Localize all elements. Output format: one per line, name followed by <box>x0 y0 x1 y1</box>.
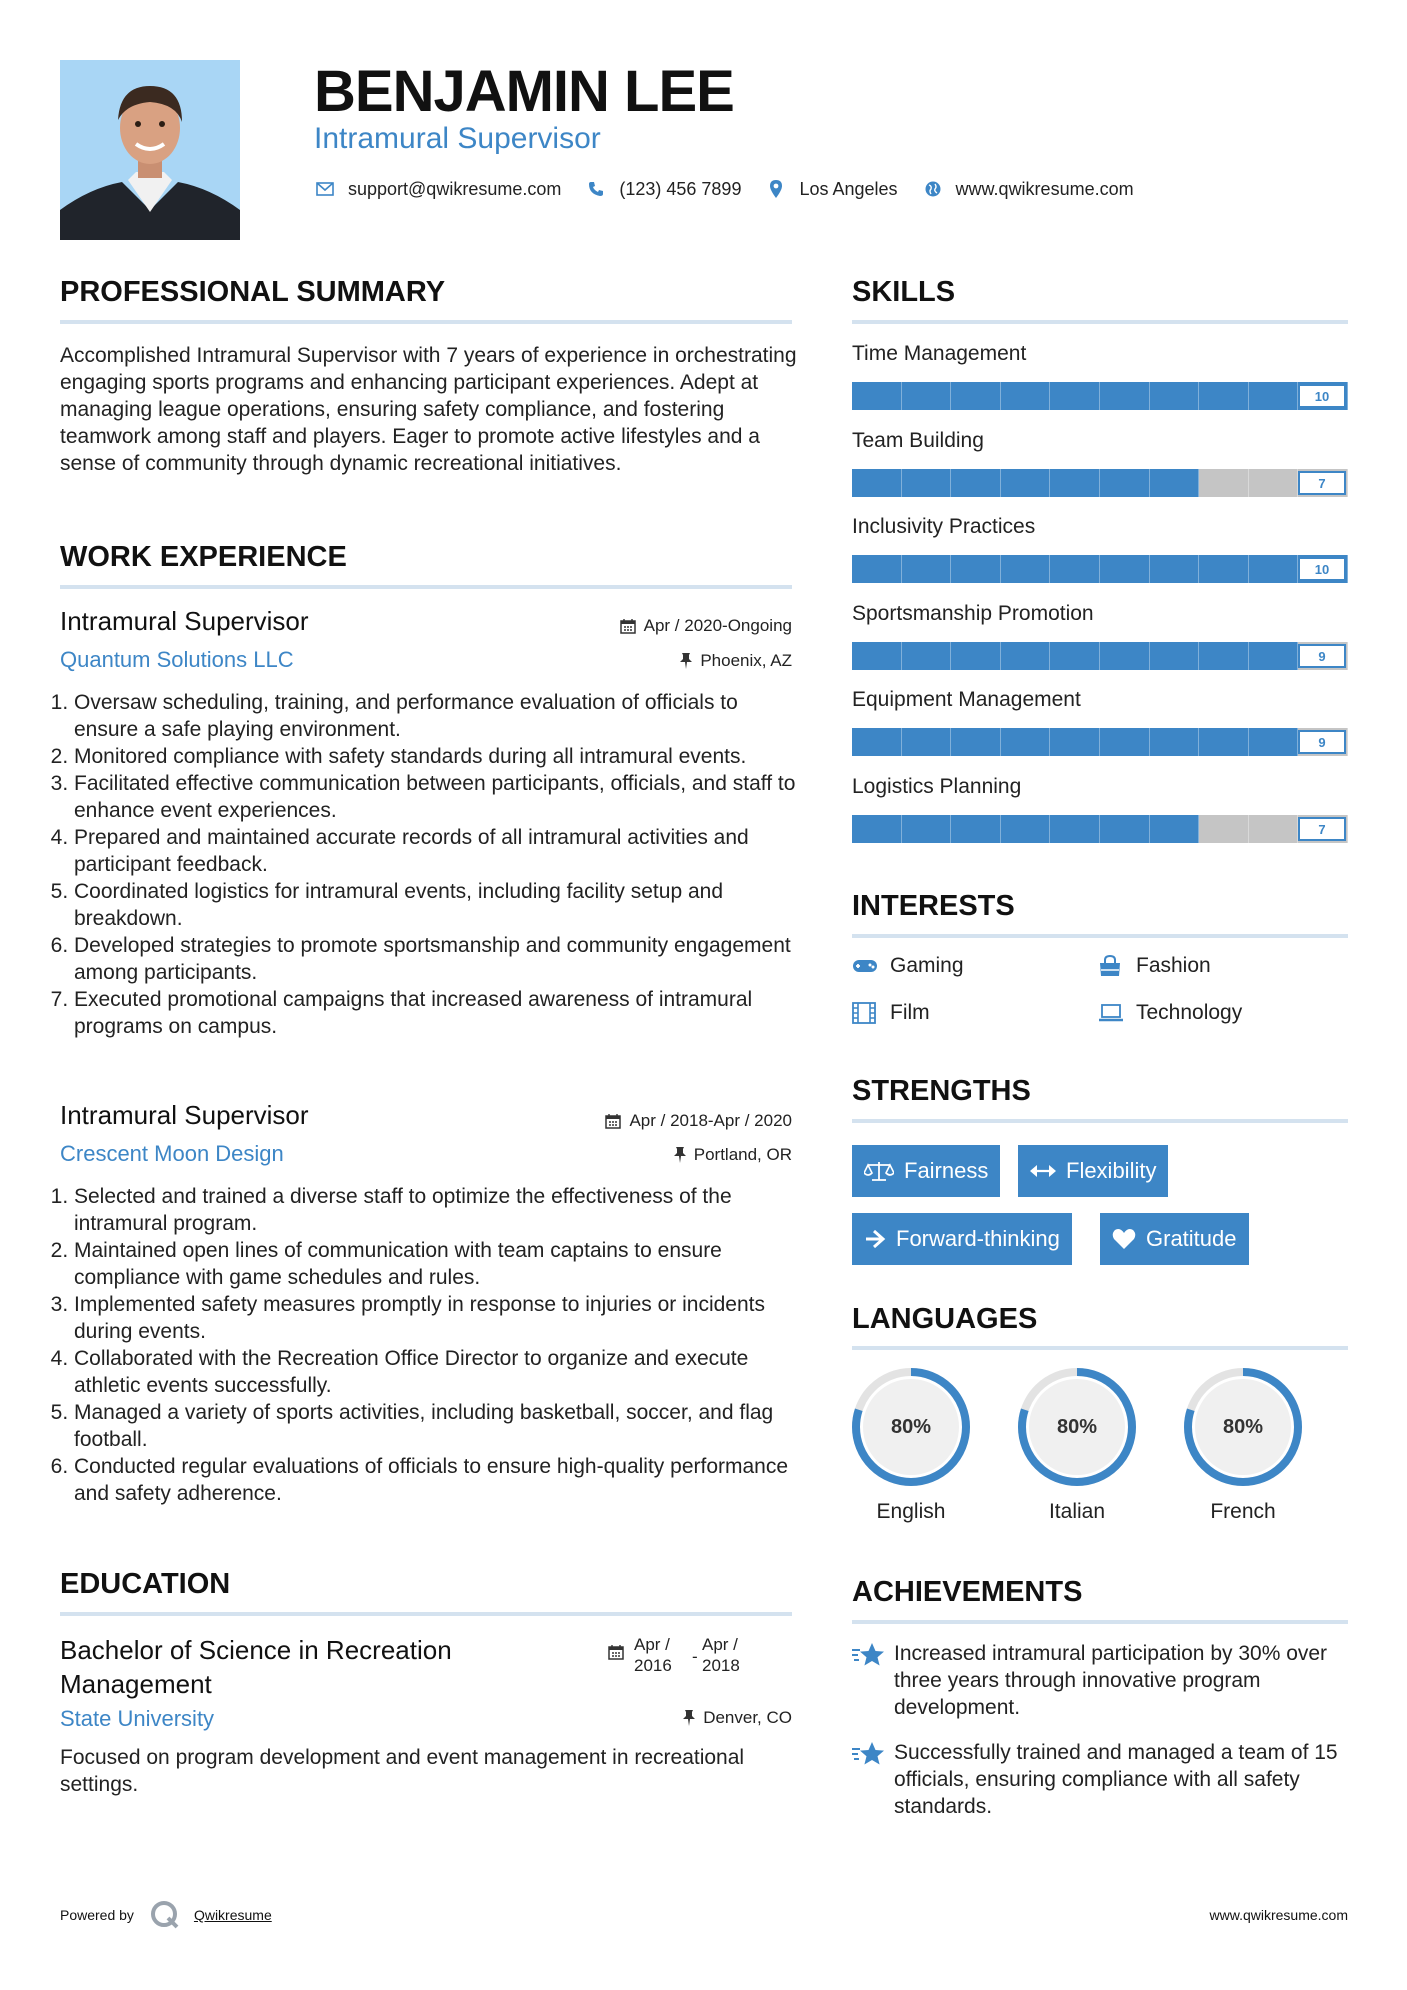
strengths-divider <box>852 1119 1348 1123</box>
job-company: Crescent Moon Design <box>60 1141 284 1166</box>
strength-badge <box>1100 1213 1249 1265</box>
language-name: French <box>1210 1500 1276 1523</box>
skill-bar-segment-filled <box>852 382 902 410</box>
skill-name: Inclusivity Practices <box>852 515 1036 538</box>
skill-name: Sportsmanship Promotion <box>852 602 1094 625</box>
education-description: Focused on program development and event management in recreational settings. <box>60 1746 745 1796</box>
skill-bar <box>852 555 1348 583</box>
skill-level-label: 10 <box>1298 384 1346 408</box>
skill-bar-segment-filled <box>902 555 952 583</box>
summary-divider <box>60 320 792 324</box>
skill-bar-segment-filled <box>951 728 1001 756</box>
strength-label: Fairness <box>904 1158 989 1183</box>
job-bullet: 1. Oversaw scheduling, training, and performance evaluation of officials to ensure a safe playing environment. <box>74 689 796 743</box>
skill-bar-segment-filled <box>1150 382 1200 410</box>
job-location <box>460 651 792 671</box>
skill-bar-segment-filled <box>1249 382 1299 410</box>
degree-line: Management <box>60 1669 212 1699</box>
skill-bar-segment-filled <box>1050 555 1100 583</box>
education-start <box>634 1634 692 1676</box>
language-percent: 80% <box>1056 1415 1098 1438</box>
skill-bar-segment-filled <box>1199 382 1249 410</box>
skill-bar <box>852 642 1348 670</box>
education-end <box>702 1634 760 1676</box>
skill-bar-segment-filled <box>852 728 902 756</box>
skill-level-label: 9 <box>1298 644 1346 668</box>
job-bullet: 6. Conducted regular evaluations of officials to ensure high-quality performance and safety adherence. <box>74 1453 796 1507</box>
skill-bar-segment-filled <box>902 815 952 843</box>
skill-bar <box>852 469 1348 497</box>
qwikresume-link[interactable]: Qwikresume <box>193 1907 272 1923</box>
skill-bar <box>852 815 1348 843</box>
skill-name: Logistics Planning <box>852 775 1022 798</box>
skill-bar-segment-filled <box>852 469 902 497</box>
skill-bar-segment-filled <box>1100 815 1150 843</box>
achievements-divider <box>852 1620 1348 1624</box>
skill-bar-segment-filled <box>951 469 1001 497</box>
job-bullet: 4. Collaborated with the Recreation Office Director to organize and execute athletic events successfully. <box>74 1345 796 1399</box>
strength-badge <box>852 1145 1000 1197</box>
job-bullet: 2. Maintained open lines of communication with team captains to ensure compliance with game schedules and rules. <box>74 1237 796 1291</box>
profile-photo <box>60 60 240 240</box>
education-end-month: Apr / <box>702 1635 738 1654</box>
language-name: Italian <box>1048 1500 1106 1523</box>
contact-location: Los Angeles <box>799 178 898 199</box>
arrows-horizontal-icon <box>1030 1163 1056 1179</box>
pushpin-icon <box>680 653 692 669</box>
summary-text: Accomplished Intramural Supervisor with 7 years of experience in orchestrating engaging sports programs and enhancing participant experiences. Adept at managing league operations, ensuring safety compliance, and fostering teamwork among staff and players. Eager to promote active lifestyles and a sense of community through dynamic recreational initiatives. <box>60 344 797 475</box>
interests-heading: INTERESTS <box>852 890 1015 922</box>
job-title: Intramural Supervisor <box>60 1100 309 1130</box>
job-dates <box>460 616 792 636</box>
arrow-right-icon <box>864 1229 886 1249</box>
interest-label: Gaming <box>890 954 964 977</box>
calendar-icon <box>620 618 636 634</box>
skill-bar-segment-filled <box>1199 555 1249 583</box>
degree-title <box>60 1633 452 1701</box>
gamepad-icon <box>852 958 880 974</box>
interest-item <box>1098 1001 1242 1025</box>
skill-bar-segment-filled <box>1150 642 1200 670</box>
laptop-icon <box>1098 1003 1126 1023</box>
skill-bar-segment-filled <box>1050 382 1100 410</box>
job-bullet: 5. Coordinated logistics for intramural events, including facility setup and breakdown. <box>74 878 796 932</box>
strength-label: Forward-thinking <box>896 1226 1060 1251</box>
skill-bar-segment-filled <box>1001 469 1051 497</box>
achievement-item <box>852 1640 1348 1721</box>
candidate-name: BENJAMIN LEE <box>314 59 734 124</box>
skill-name: Equipment Management <box>852 688 1081 711</box>
skill-bar-segment-filled <box>1001 382 1051 410</box>
skill-level-label: 7 <box>1298 471 1346 495</box>
heart-icon <box>1112 1228 1136 1250</box>
summary-heading: PROFESSIONAL SUMMARY <box>60 276 446 308</box>
strength-badge <box>852 1213 1072 1265</box>
phone-icon <box>585 178 607 200</box>
candidate-title: Intramural Supervisor <box>314 122 601 155</box>
education-divider <box>60 1612 792 1616</box>
skill-bar-segment-filled <box>852 642 902 670</box>
achievements-heading: ACHIEVEMENTS <box>852 1576 1083 1608</box>
achievement-text: Successfully trained and managed a team of 15 officials, ensuring compliance with all safety standards. <box>894 1741 1338 1818</box>
skill-bar-segment-filled <box>852 815 902 843</box>
job-company: Quantum Solutions LLC <box>60 647 294 672</box>
footer-powered-by <box>60 1900 272 1930</box>
achievement-text: Increased intramural participation by 30% over three years through innovative program development. <box>894 1642 1328 1719</box>
skill-bar-segment-filled <box>951 382 1001 410</box>
job-bullet: 6. Developed strategies to promote sportsmanship and community engagement among participants. <box>74 932 796 986</box>
education-start-month: Apr / <box>634 1635 670 1654</box>
star-icon <box>852 1640 894 1721</box>
envelope-icon <box>314 178 336 200</box>
skill-bar-segment-filled <box>951 815 1001 843</box>
skill-bar-segment-filled <box>1050 642 1100 670</box>
education-heading: EDUCATION <box>60 1568 231 1600</box>
experience-heading: WORK EXPERIENCE <box>60 541 347 573</box>
footer-website[interactable]: www.qwikresume.com <box>1209 1907 1348 1923</box>
skill-level-label: 7 <box>1298 817 1346 841</box>
skill-name: Time Management <box>852 342 1027 365</box>
skill-bar-segment-filled <box>1100 382 1150 410</box>
map-marker-icon <box>765 178 787 200</box>
school-name: State University <box>60 1706 215 1731</box>
shopping-bag-icon <box>1098 955 1126 977</box>
skill-bar-segment-filled <box>1150 555 1200 583</box>
skills-divider <box>852 320 1348 324</box>
interests-divider <box>852 934 1348 938</box>
skill-bar-segment-filled <box>1150 728 1200 756</box>
strength-label: Flexibility <box>1066 1158 1157 1183</box>
job-bullet: 3. Implemented safety measures promptly in response to injuries or incidents during events. <box>74 1291 796 1345</box>
skill-bar-segment-filled <box>1100 728 1150 756</box>
strengths-heading: STRENGTHS <box>852 1075 1031 1107</box>
skill-bar-segment-filled <box>852 555 902 583</box>
job-bullet: 4. Prepared and maintained accurate records of all intramural activities and participant feedback. <box>74 824 796 878</box>
skill-bar-segment-filled <box>1150 815 1200 843</box>
interest-item <box>852 1001 930 1025</box>
language-name: English <box>876 1500 946 1523</box>
skill-bar-segment-filled <box>1249 555 1299 583</box>
education-dates <box>608 1634 760 1676</box>
skill-bar-segment-empty <box>1249 815 1299 843</box>
pushpin-icon <box>674 1147 686 1163</box>
language-item <box>1182 1366 1304 1524</box>
skill-bar-segment-filled <box>1001 642 1051 670</box>
contact-phone[interactable]: (123) 456 7899 <box>619 178 742 199</box>
achievement-item <box>852 1739 1348 1820</box>
skill-bar-segment-filled <box>1249 642 1299 670</box>
job-dates <box>460 1111 792 1131</box>
skill-bar-segment-filled <box>1100 555 1150 583</box>
calendar-icon <box>605 1113 621 1129</box>
qwikresume-logo-icon <box>150 1900 180 1930</box>
skill-bar-segment-filled <box>1199 728 1249 756</box>
skill-bar-segment-filled <box>1100 642 1150 670</box>
skill-bar-segment-filled <box>902 382 952 410</box>
job-bullets <box>56 1183 796 1507</box>
education-end-year: 2018 <box>702 1656 740 1675</box>
job-bullet: 3. Facilitated effective communication between participants, officials, and staff to enhance event experiences. <box>74 770 796 824</box>
skill-bar-segment-filled <box>1150 469 1200 497</box>
job-dates-text: Apr / 2020-Ongoing <box>643 616 792 635</box>
skill-bar <box>852 728 1348 756</box>
education-location <box>460 1708 792 1728</box>
film-icon <box>852 1002 880 1024</box>
skills-heading: SKILLS <box>852 276 956 308</box>
interest-label: Technology <box>1136 1001 1243 1024</box>
balance-scale-icon <box>864 1160 894 1182</box>
skill-bar-segment-filled <box>1001 555 1051 583</box>
education-start-year: 2016 <box>634 1656 672 1675</box>
job-location <box>460 1145 792 1165</box>
job-location-text: Portland, OR <box>693 1145 792 1164</box>
star-icon <box>852 1739 894 1820</box>
skill-bar-segment-filled <box>902 728 952 756</box>
interest-item <box>1098 954 1211 978</box>
job-location-text: Phoenix, AZ <box>700 651 792 670</box>
skill-bar-segment-filled <box>951 555 1001 583</box>
skill-bar-segment-filled <box>1199 642 1249 670</box>
contact-website[interactable]: www.qwikresume.com <box>955 178 1134 199</box>
education-location-text: Denver, CO <box>703 1708 792 1727</box>
skill-bar-segment-filled <box>1050 815 1100 843</box>
skill-bar-segment-filled <box>1050 728 1100 756</box>
experience-divider <box>60 585 792 589</box>
job-bullet: 7. Executed promotional campaigns that increased awareness of intramural programs on campus. <box>74 986 796 1040</box>
pushpin-icon <box>683 1710 695 1726</box>
language-percent: 80% <box>890 1415 932 1438</box>
languages-divider <box>852 1346 1348 1350</box>
contact-bar <box>314 178 1158 200</box>
job-bullet: 1. Selected and trained a diverse staff to optimize the effectiveness of the intramural program. <box>74 1183 796 1237</box>
skill-bar-segment-filled <box>1001 815 1051 843</box>
skill-bar <box>852 382 1348 410</box>
job-title: Intramural Supervisor <box>60 606 309 636</box>
skill-level-label: 9 <box>1298 730 1346 754</box>
interest-item <box>852 954 964 978</box>
interest-label: Film <box>890 1001 930 1024</box>
skill-name: Team Building <box>852 429 984 452</box>
skill-bar-segment-filled <box>1050 469 1100 497</box>
job-bullets <box>56 689 796 1040</box>
skill-bar-segment-filled <box>951 642 1001 670</box>
job-dates-text: Apr / 2018-Apr / 2020 <box>629 1111 792 1130</box>
skill-bar-segment-empty <box>1249 469 1299 497</box>
job-bullet: 2. Monitored compliance with safety standards during all intramural events. <box>74 743 796 770</box>
strength-badge <box>1018 1145 1168 1197</box>
interest-label: Fashion <box>1136 954 1211 977</box>
date-separator: - <box>692 1647 698 1666</box>
strength-label: Gratitude <box>1146 1226 1237 1251</box>
contact-email[interactable]: support@qwikresume.com <box>348 178 562 199</box>
language-item <box>1016 1366 1138 1524</box>
skill-bar-segment-filled <box>1100 469 1150 497</box>
job-bullet: 5. Managed a variety of sports activities, including basketball, soccer, and flag football. <box>74 1399 796 1453</box>
language-percent: 80% <box>1222 1415 1264 1438</box>
globe-icon <box>922 178 944 200</box>
degree-line: Bachelor of Science in Recreation <box>60 1635 452 1665</box>
skill-level-label: 10 <box>1298 557 1346 581</box>
powered-by-label: Powered by <box>60 1907 134 1923</box>
skill-bar-segment-filled <box>902 642 952 670</box>
skill-bar-segment-filled <box>1249 728 1299 756</box>
skill-bar-segment-filled <box>1001 728 1051 756</box>
skill-bar-segment-filled <box>902 469 952 497</box>
calendar-icon <box>608 1644 624 1660</box>
skill-bar-segment-empty <box>1199 469 1249 497</box>
language-item <box>850 1366 972 1524</box>
skill-bar-segment-empty <box>1199 815 1249 843</box>
languages-heading: LANGUAGES <box>852 1303 1038 1335</box>
